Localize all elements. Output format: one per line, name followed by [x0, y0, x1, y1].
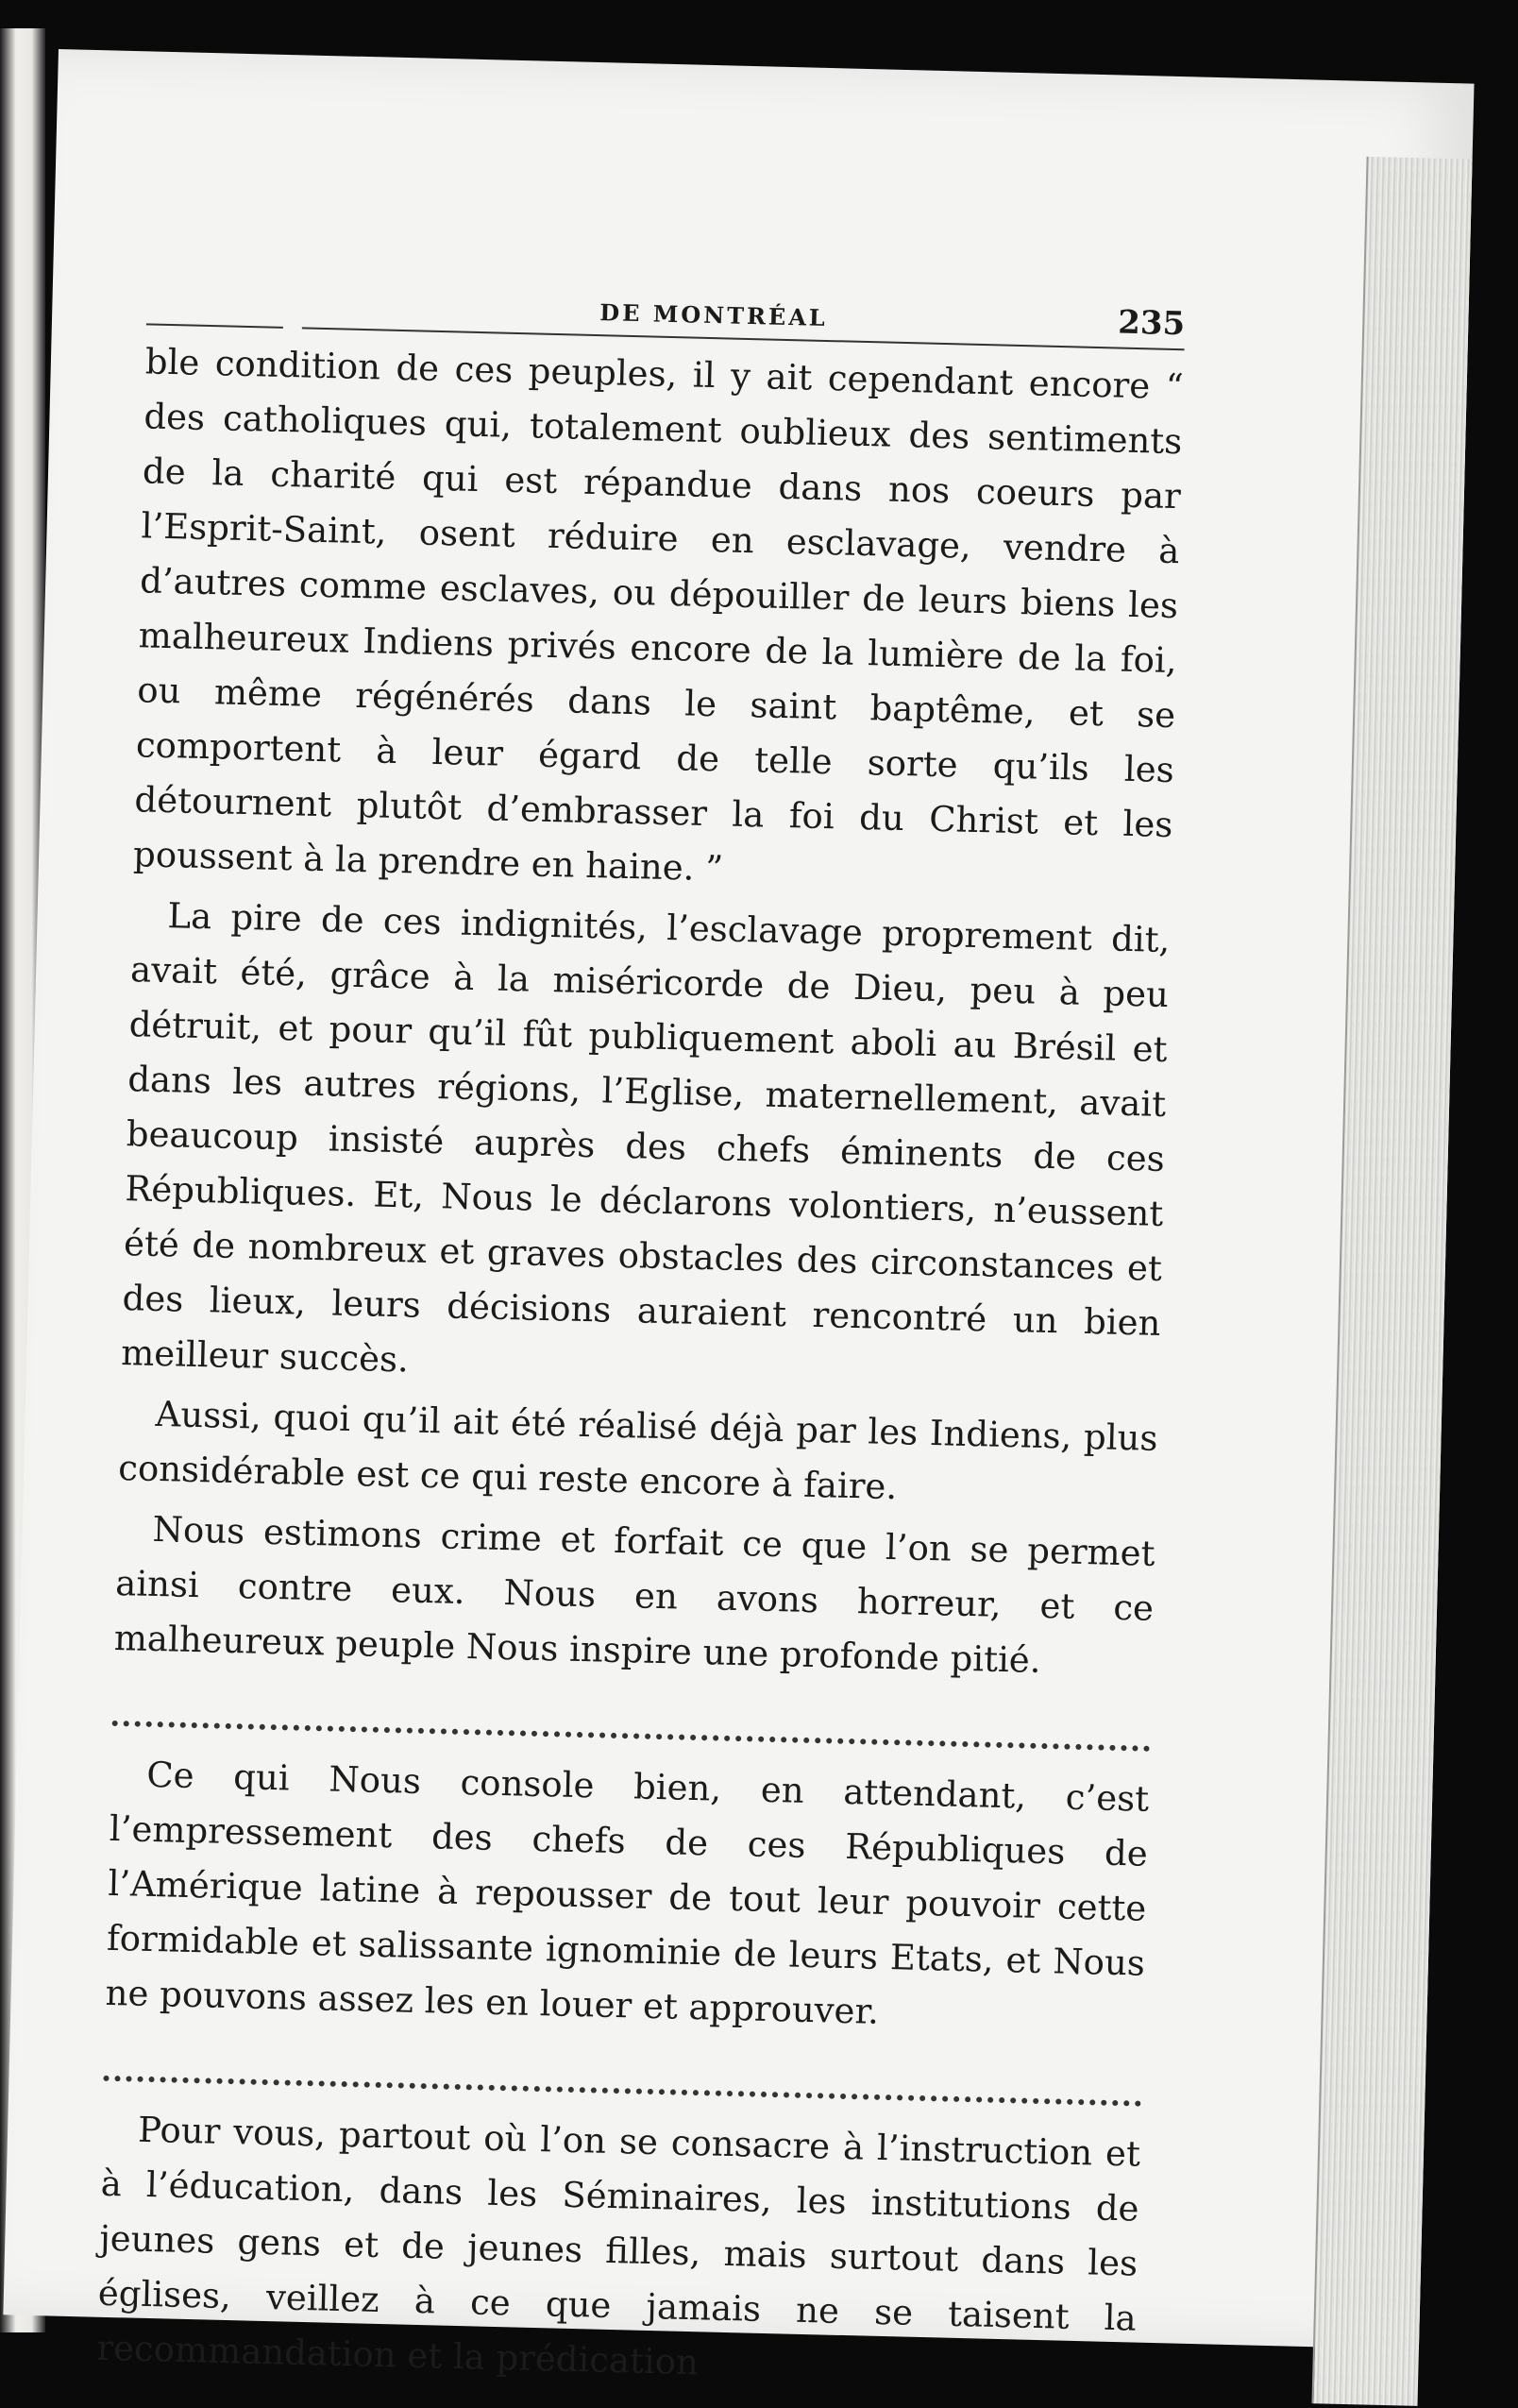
ellipsis-divider-1 — [112, 1683, 1152, 1752]
paragraph-5: Ce qui Nous console bien, en attendant, c’est l’empressement des chefs de ces Républiques de l’Amérique latine à repousser de tout leur pouvoir cette formidable et salissante ignominie de leurs Etats, et Nous ne pouvons assez les en louer et approuver. — [105, 1754, 1150, 2032]
page-content — [96, 268, 1186, 2400]
paragraph-4: Nous estimons crime et forfait ce que l’on se permet ainsi contre eux. Nous en avons horreur, et ce malheureux peuple Nous inspire une profonde pitié. — [113, 1508, 1155, 1681]
ellipsis-divider-2 — [103, 2038, 1142, 2107]
header-rule-left — [146, 323, 283, 329]
paragraph-2: La pire de ces indignités, l’esclavage proprement dit, avait été, grâce à la miséricorde de Dieu, peu à peu détruit, et pour qu’il fût publiquement aboli au Brésil et dans les autres régions, l’Eglise, maternellement, avait beaucoup insisté auprès des chefs éminents de ces Républiques. Et, Nous le déclarons volontiers, n’eussent été de nombreux et graves obstacles des circonstances et des lieux, leurs décisions auraient rencontré un bien meilleur succès. — [120, 895, 1171, 1381]
page-number: 235 — [1117, 303, 1186, 344]
page-stack-edge — [1311, 157, 1472, 2406]
book-page — [3, 49, 1474, 2383]
paragraph-6: Pour vous, partout où l’on se consacre à l’instruction et à l’éducation, dans les Séminaires, les institutions de jeunes gens et de jeunes filles, mais surtout dans les églises, veillez à ce que jamais ne se taisent la recommandation et la prédication — [96, 2109, 1141, 2383]
paragraph-3: Aussi, quoi qu’il ait été réalisé déjà par les Indiens, plus considérable est ce qui reste encore à faire. — [117, 1393, 1158, 1508]
body-text — [96, 334, 1184, 2400]
paragraph-1: ble condition de ces peuples, il y ait cependant encore “ des catholiques qui, totalement oublieux des sentiments de la charité qui est répandue dans nos coeurs par l’Esprit-Saint, osent réduire en esclavage, vendre à d’autres comme esclaves, ou dépouiller de leurs biens les malheureux Indiens privés encore de la lumière de la foi, ou même régénérés dans le saint baptême, et se comportent à leur égard de telle sorte qu’ils les détournent plutôt d’embrasser la foi du Christ et les poussent à la prendre en haine. ” — [132, 341, 1185, 890]
running-title: DE MONTRÉAL — [599, 298, 829, 331]
